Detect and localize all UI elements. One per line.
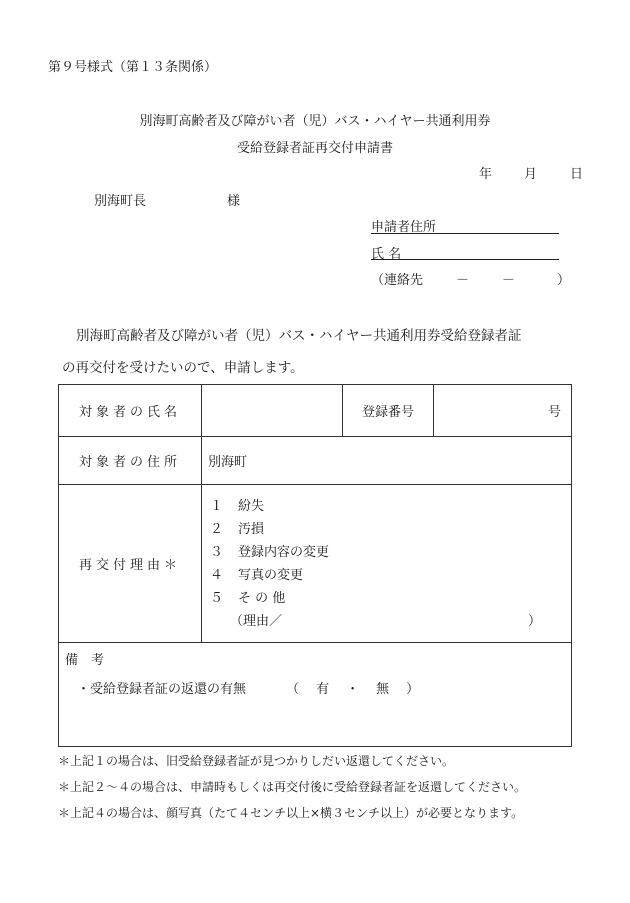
reason-item[interactable] — [210, 541, 571, 564]
title-line-1: 別海町高齢者及び障がい者（児）バス・ハイヤー共通利用券 — [139, 114, 491, 129]
return-question: ・受給登録者証の返還の有無 — [77, 682, 247, 697]
note-1: ＊上記１の場合は、旧受給登録者証が見つかりしだい返還してください。 — [58, 754, 455, 768]
reason-field[interactable] — [202, 485, 572, 643]
contact-dash-2: － — [502, 273, 516, 288]
addressee-name: 別海町長 — [94, 194, 147, 209]
target-address-value: 別海町 — [208, 455, 248, 470]
reason-item[interactable] — [210, 564, 571, 587]
reason-text: 紛失 — [238, 498, 265, 514]
contact-dash-1: － — [456, 273, 470, 288]
applicant-name-label: 氏 名 — [371, 247, 402, 262]
reason-item[interactable] — [210, 587, 571, 610]
applicant-address-underline — [371, 233, 559, 234]
return-options[interactable]: （ 有 ・ 無 ） — [286, 682, 422, 697]
reason-item[interactable] — [210, 518, 571, 541]
target-name-label: 対象者の氏名 — [59, 385, 202, 437]
return-row[interactable] — [77, 678, 571, 697]
contact-open: （連絡先 — [371, 273, 424, 288]
reason-other-close: ） — [528, 613, 542, 629]
reason-number: ３ — [210, 544, 224, 560]
contact-close: ） — [557, 273, 571, 288]
reason-number: ２ — [210, 521, 224, 537]
reason-other-open: （理由／ — [230, 613, 283, 629]
applicant-address-label: 申請者住所 — [371, 220, 437, 235]
title-line-2: 受給登録者証再交付申請書 — [236, 141, 393, 156]
reason-number: ５ — [210, 590, 224, 606]
reason-item[interactable] — [210, 495, 571, 518]
target-address-label: 対象者の住所 — [59, 437, 202, 485]
remarks-label: 備 考 — [65, 653, 105, 668]
remarks-field — [59, 643, 572, 747]
reason-other-line[interactable] — [210, 610, 571, 633]
reason-number: １ — [210, 498, 224, 514]
reason-text: 写真の変更 — [238, 567, 304, 583]
body-line-1: 別海町高齢者及び障がい者（児）バス・ハイヤー共通利用券受給登録者証 — [76, 328, 522, 344]
reason-label: 再交付理由＊ — [59, 485, 202, 643]
addressee-honorific: 様 — [227, 194, 241, 209]
reason-text: 汚損 — [238, 521, 265, 537]
registration-number-label: 登録番号 — [343, 385, 434, 437]
note-3: ＊上記４の場合は、顔写真（たて４センチ以上×横３センチ以上）が必要となります。 — [58, 806, 524, 820]
date-year: 年 — [479, 167, 493, 182]
reason-text: そ の 他 — [238, 590, 286, 606]
reason-text: 登録内容の変更 — [238, 544, 330, 560]
reason-list — [210, 495, 571, 633]
target-name-field[interactable] — [202, 385, 343, 437]
registration-number-unit: 号 — [547, 405, 561, 420]
date-day: 日 — [570, 167, 584, 182]
body-line-2: の再交付を受けたいので、申請します。 — [62, 360, 304, 376]
applicant-name-underline — [371, 259, 559, 260]
date-month: 月 — [524, 167, 538, 182]
note-2: ＊上記２～４の場合は、申請時もしくは再交付後に受給登録者証を返還してください。 — [58, 780, 527, 794]
application-table — [58, 384, 572, 747]
reason-number: ４ — [210, 567, 224, 583]
form-number: 第９号様式（第１３条関係） — [48, 60, 218, 75]
target-address-field[interactable] — [202, 437, 572, 485]
registration-number-field[interactable] — [434, 385, 572, 437]
